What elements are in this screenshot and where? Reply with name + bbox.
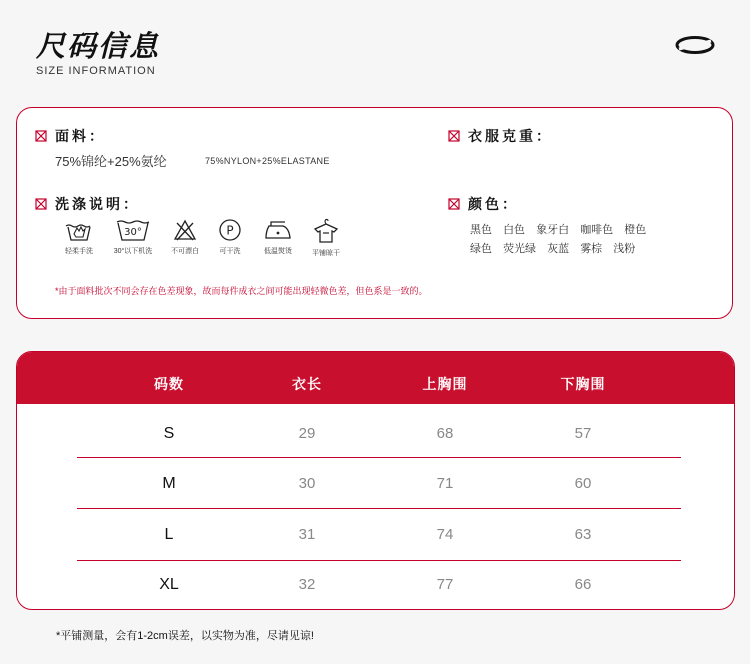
table-row: [17, 409, 734, 459]
care-item-dry-clean: [207, 218, 253, 258]
machine-wash-30-icon: [115, 218, 151, 242]
color-option: 灰蓝: [547, 243, 570, 255]
color-list-row-2: [470, 240, 643, 256]
row-divider: [77, 508, 681, 509]
size-table: [16, 351, 735, 610]
fabric-composition-en: 75%NYLON+25%ELASTANE: [205, 156, 330, 166]
color-variance-note: *由于面料批次不同会存在色差现象，故而每件成衣之间可能出现轻微色差，但色系是一致的。: [55, 286, 428, 296]
table-row: [17, 560, 734, 610]
low-iron-icon: [263, 218, 293, 242]
care-item-hand-wash: [55, 218, 103, 258]
washing-title: 洗涤说明：: [55, 196, 140, 212]
x-mark-icon: [448, 198, 460, 210]
cell-under-chest: 66: [574, 576, 592, 593]
cell-under-chest: 57: [574, 425, 592, 442]
header-size: 码数: [154, 376, 184, 392]
color-option: 绿色: [470, 243, 492, 255]
cell-size: S: [163, 425, 175, 442]
care-label: 平铺晾干: [312, 250, 340, 257]
color-option: 荧光绿: [503, 243, 537, 255]
fabric-composition-cn: 75%锦纶+25%氨纶: [55, 154, 167, 169]
care-item-no-bleach: [163, 218, 207, 258]
cell-upper-chest: 77: [436, 576, 454, 593]
size-table-header: [17, 352, 734, 404]
color-option: 黑色: [470, 224, 492, 236]
fabric-title: 面料：: [55, 128, 106, 144]
care-item-machine-wash: [103, 218, 163, 258]
x-mark-icon: [35, 198, 47, 210]
product-info-card: [16, 107, 733, 319]
care-item-flat-dry: [303, 218, 349, 258]
header-upper-chest: 上胸围: [422, 376, 468, 392]
cell-upper-chest: 74: [436, 526, 454, 543]
cell-upper-chest: 68: [436, 425, 454, 442]
color-list-row-1: [470, 221, 654, 237]
color-option: 咖啡色: [580, 224, 614, 236]
cell-length: 30: [298, 475, 316, 492]
no-bleach-icon: [172, 218, 198, 242]
cell-size: XL: [159, 576, 179, 593]
brand-swoosh-icon: [675, 36, 715, 54]
table-row: [17, 459, 734, 509]
measurement-note: *平铺测量，会有1-2cm误差，以实物为准，尽请见谅!: [56, 630, 314, 642]
hand-wash-icon: [64, 218, 94, 242]
care-item-low-iron: [253, 218, 303, 258]
care-label: 轻柔手洗: [65, 248, 93, 255]
weight-section-header: [448, 126, 553, 146]
dry-clean-p-icon: [217, 218, 243, 242]
color-option: 象牙白: [536, 224, 570, 236]
colors-title: 颜色：: [468, 196, 519, 212]
color-option: 白色: [503, 224, 526, 236]
care-instructions: [55, 218, 349, 258]
washing-section-header: [35, 194, 140, 214]
color-option: 雾棕: [580, 243, 603, 255]
color-option: 浅粉: [613, 243, 636, 255]
flat-dry-icon: [312, 218, 340, 244]
cell-under-chest: 60: [574, 475, 592, 492]
svg-text:P: P: [226, 223, 234, 238]
cell-upper-chest: 71: [436, 475, 454, 492]
cell-length: 31: [298, 526, 316, 543]
row-divider: [77, 457, 681, 458]
header-length: 衣长: [292, 376, 322, 392]
cell-size: M: [162, 475, 176, 492]
table-row: [17, 510, 734, 560]
svg-text:30°: 30°: [124, 227, 142, 238]
fabric-section-header: [35, 126, 106, 146]
cell-length: 32: [298, 576, 316, 593]
color-option: 橙色: [624, 224, 647, 236]
care-label: 低温熨烫: [264, 248, 292, 255]
colors-section-header: [448, 194, 519, 214]
cell-under-chest: 63: [574, 526, 592, 543]
care-label: 30°以下机洗: [113, 248, 153, 255]
weight-title: 衣服克重：: [468, 128, 553, 144]
cell-size: L: [164, 526, 174, 543]
care-label: 可干洗: [219, 248, 241, 255]
x-mark-icon: [35, 130, 47, 142]
header-under-chest: 下胸围: [560, 376, 606, 392]
cell-length: 29: [298, 425, 316, 442]
x-mark-icon: [448, 130, 460, 142]
page-subtitle: SIZE INFORMATION: [36, 65, 156, 77]
page-title: 尺码信息: [36, 29, 161, 63]
care-label: 不可漂白: [171, 248, 199, 255]
